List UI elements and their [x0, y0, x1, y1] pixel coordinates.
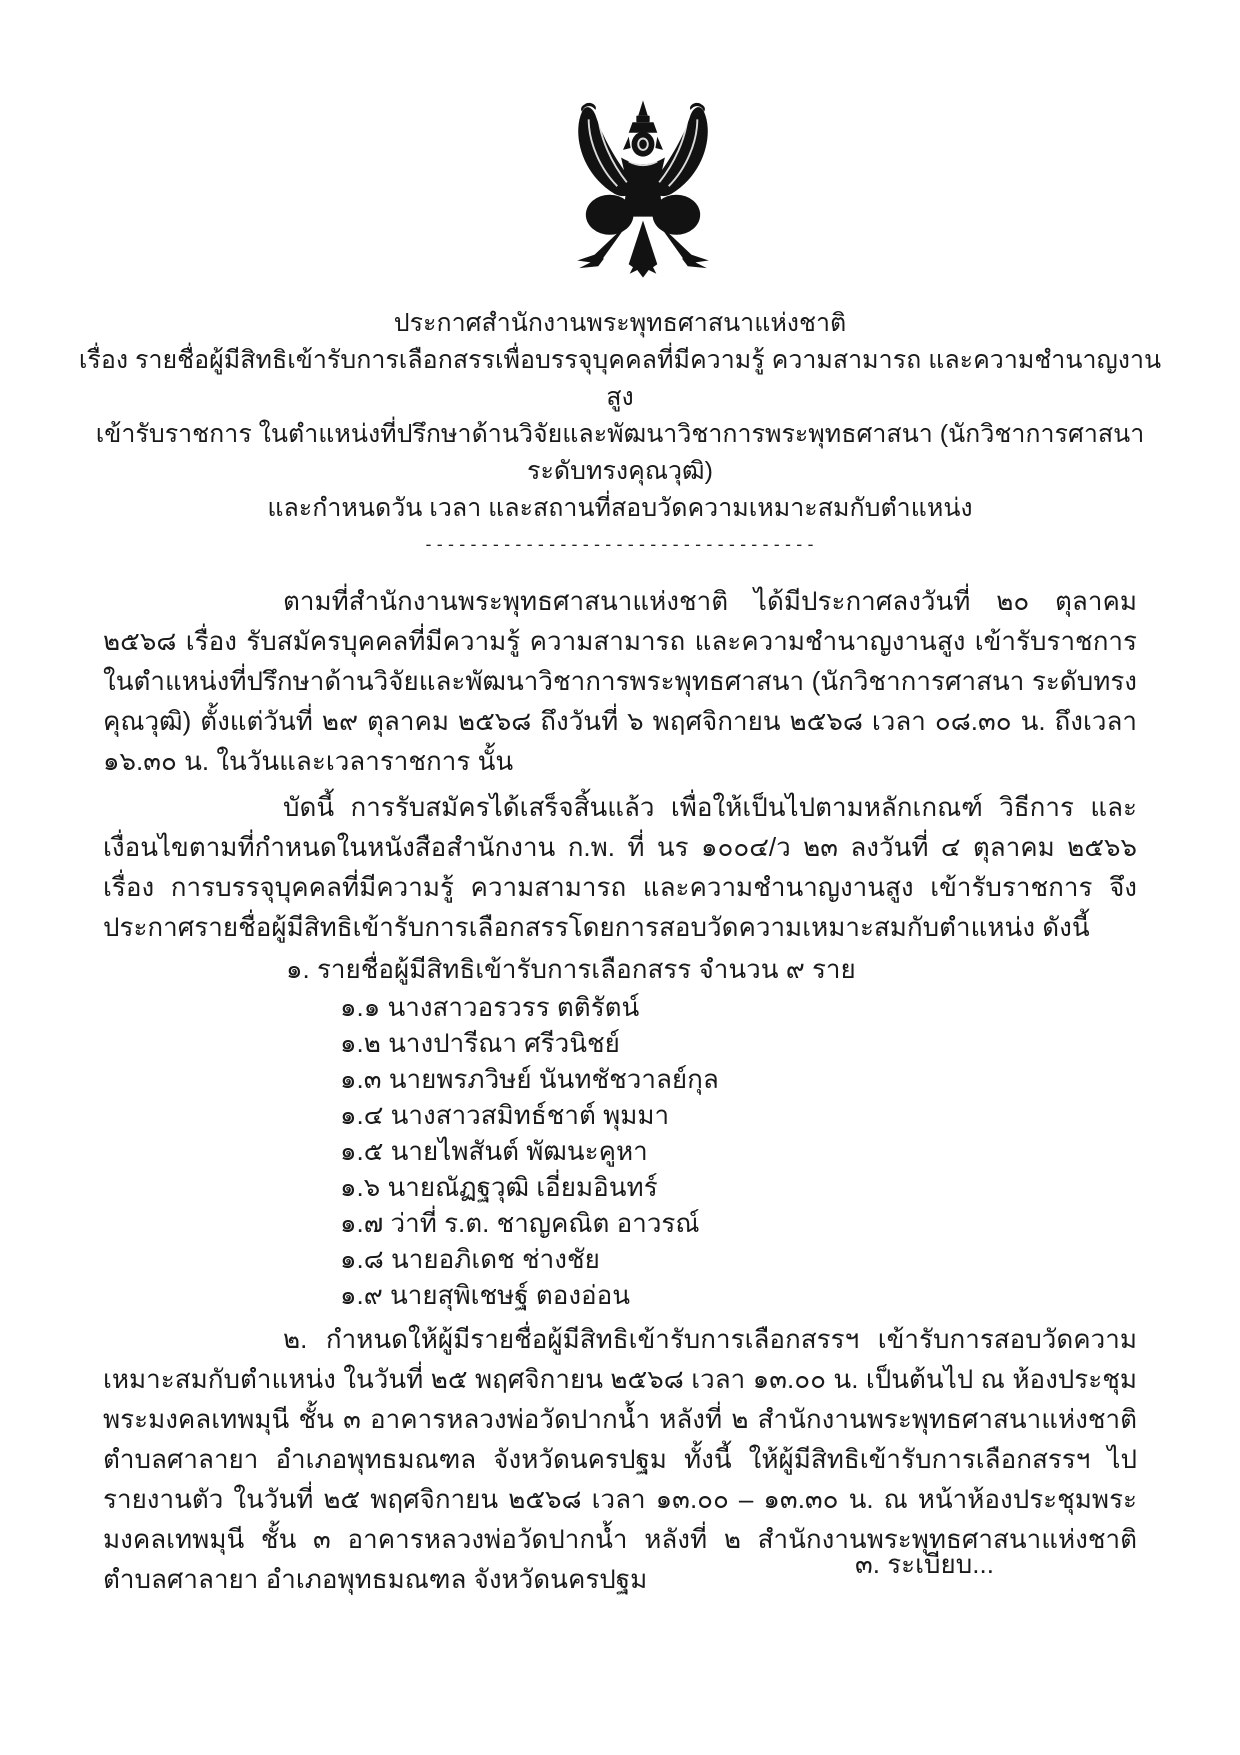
emblem-wrap	[0, 0, 1240, 283]
candidate-item-6: ๑.๖ นายณัฏฐวุฒิ เอี่ยมอินทร์	[340, 1172, 658, 1202]
page-continuation-note: ๓. ระเบียบ...	[855, 1549, 994, 1579]
candidate-list	[103, 989, 1137, 1313]
section-1-heading: ๑. รายชื่อผู้มีสิทธิเข้ารับการเลือกสรร จำนวน ๙ ราย	[286, 954, 856, 984]
candidate-item-4: ๑.๔ นางสาวสมิทธ์ชาต์ พุมมา	[340, 1100, 670, 1130]
subject-line-1: เรื่อง รายชื่อผู้มีสิทธิเข้ารับการเลือกสรรเพื่อบรรจุบุคคลที่มีความรู้ ความสามารถ และความชำนาญงานสูง	[78, 346, 1162, 411]
section-2-paragraph: ๒. กำหนดให้ผู้มีรายชื่อผู้มีสิทธิเข้ารับการเลือกสรรฯ เข้ารับการสอบวัดความเหมาะสมกับตำแหน่ง ในวันที่ ๒๕ พฤศจิกายน ๒๕๖๘ เวลา ๑๓.๐๐ น. เป็นต้นไป ณ ห้องประชุมพระมงคลเทพมุนี ชั้น ๓ อาคารหลวงพ่อวัดปากน้ำ หลังที่ ๒ สำนักงานพระพุทธศาสนาแห่งชาติ ตำบลศาลายา อำเภอพุทธมณฑล จังหวัดนครปฐม ทั้งนี้ ให้ผู้มีสิทธิเข้ารับการเลือกสรรฯ ไปรายงานตัว ในวันที่ ๒๕ พฤศจิกายน ๒๕๖๘ เวลา ๑๓.๐๐ – ๑๓.๓๐ น. ณ หน้าห้องประชุมพระมงคลเทพมุนี ชั้น ๓ อาคารหลวงพ่อวัดปากน้ำ หลังที่ ๒ สำนักงานพระพุทธศาสนาแห่งชาติ ตำบลศาลายา อำเภอพุทธมณฑล จังหวัดนครปฐม	[103, 1324, 1137, 1594]
header-divider: -----------------------------------	[423, 535, 817, 555]
announcement-header	[0, 305, 1240, 527]
candidate-item-2: ๑.๒ นางปารีณา ศรีวนิชย์	[340, 1028, 620, 1058]
paragraph-background: ตามที่สำนักงานพระพุทธศาสนาแห่งชาติ ได้มีประกาศลงวันที่ ๒๐ ตุลาคม ๒๕๖๘ เรื่อง รับสมัครบุคคลที่มีความรู้ ความสามารถ และความชำนาญงานสูง เข้ารับราชการ ในตำแหน่งที่ปรึกษาด้านวิจัยและพัฒนาวิชาการพระพุทธศาสนา (นักวิชาการศาสนา ระดับทรงคุณวุฒิ) ตั้งแต่วันที่ ๒๙ ตุลาคม ๒๕๖๘ ถึงวันที่ ๖ พฤศจิกายน ๒๕๖๘ เวลา ๐๘.๓๐ น. ถึงเวลา ๑๖.๓๐ น. ในวันและเวลาราชการ นั้น	[103, 586, 1137, 776]
subject-line-2: เข้ารับราชการ ในตำแหน่งที่ปรึกษาด้านวิจัยและพัฒนาวิชาการพระพุทธศาสนา (นักวิชาการศาสนา ระดับทรงคุณวุฒิ)	[95, 420, 1145, 485]
document-body	[0, 581, 1240, 1599]
paragraph-announcement: บัดนี้ การรับสมัครได้เสร็จสิ้นแล้ว เพื่อให้เป็นไปตามหลักเกณฑ์ วิธีการ และเงื่อนไขตามที่กำหนดในหนังสือสำนักงาน ก.พ. ที่ นร ๑๐๐๔/ว ๒๓ ลงวันที่ ๔ ตุลาคม ๒๕๖๖ เรื่อง การบรรจุบุคคลที่มีความรู้ ความสามารถ และความชำนาญงานสูง เข้ารับราชการ จึงประกาศรายชื่อผู้มีสิทธิเข้ารับการเลือกสรรโดยการสอบวัดความเหมาะสมกับตำแหน่ง ดังนี้	[103, 792, 1137, 942]
subject-line-3: และกำหนดวัน เวลา และสถานที่สอบวัดความเหมาะสมกับตำแหน่ง	[267, 494, 973, 522]
candidate-item-7: ๑.๗ ว่าที่ ร.ต. ชาญคณิต อาวรณ์	[340, 1208, 700, 1238]
candidate-item-1: ๑.๑ นางสาวอรวรร ตติรัตน์	[340, 992, 640, 1022]
candidate-item-8: ๑.๘ นายอภิเดช ช่างชัย	[340, 1244, 600, 1274]
announcement-title: ประกาศสำนักงานพระพุทธศาสนาแห่งชาติ	[393, 309, 847, 337]
candidate-item-9: ๑.๙ นายสุพิเชษฐ์ ตองอ่อน	[340, 1280, 631, 1310]
garuda-emblem-icon	[562, 100, 724, 278]
candidate-item-3: ๑.๓ นายพรภวิษย์ นันทชัชวาลย์กุล	[340, 1064, 719, 1094]
candidate-item-5: ๑.๕ นายไพสันต์ พัฒนะคูหา	[340, 1136, 648, 1166]
